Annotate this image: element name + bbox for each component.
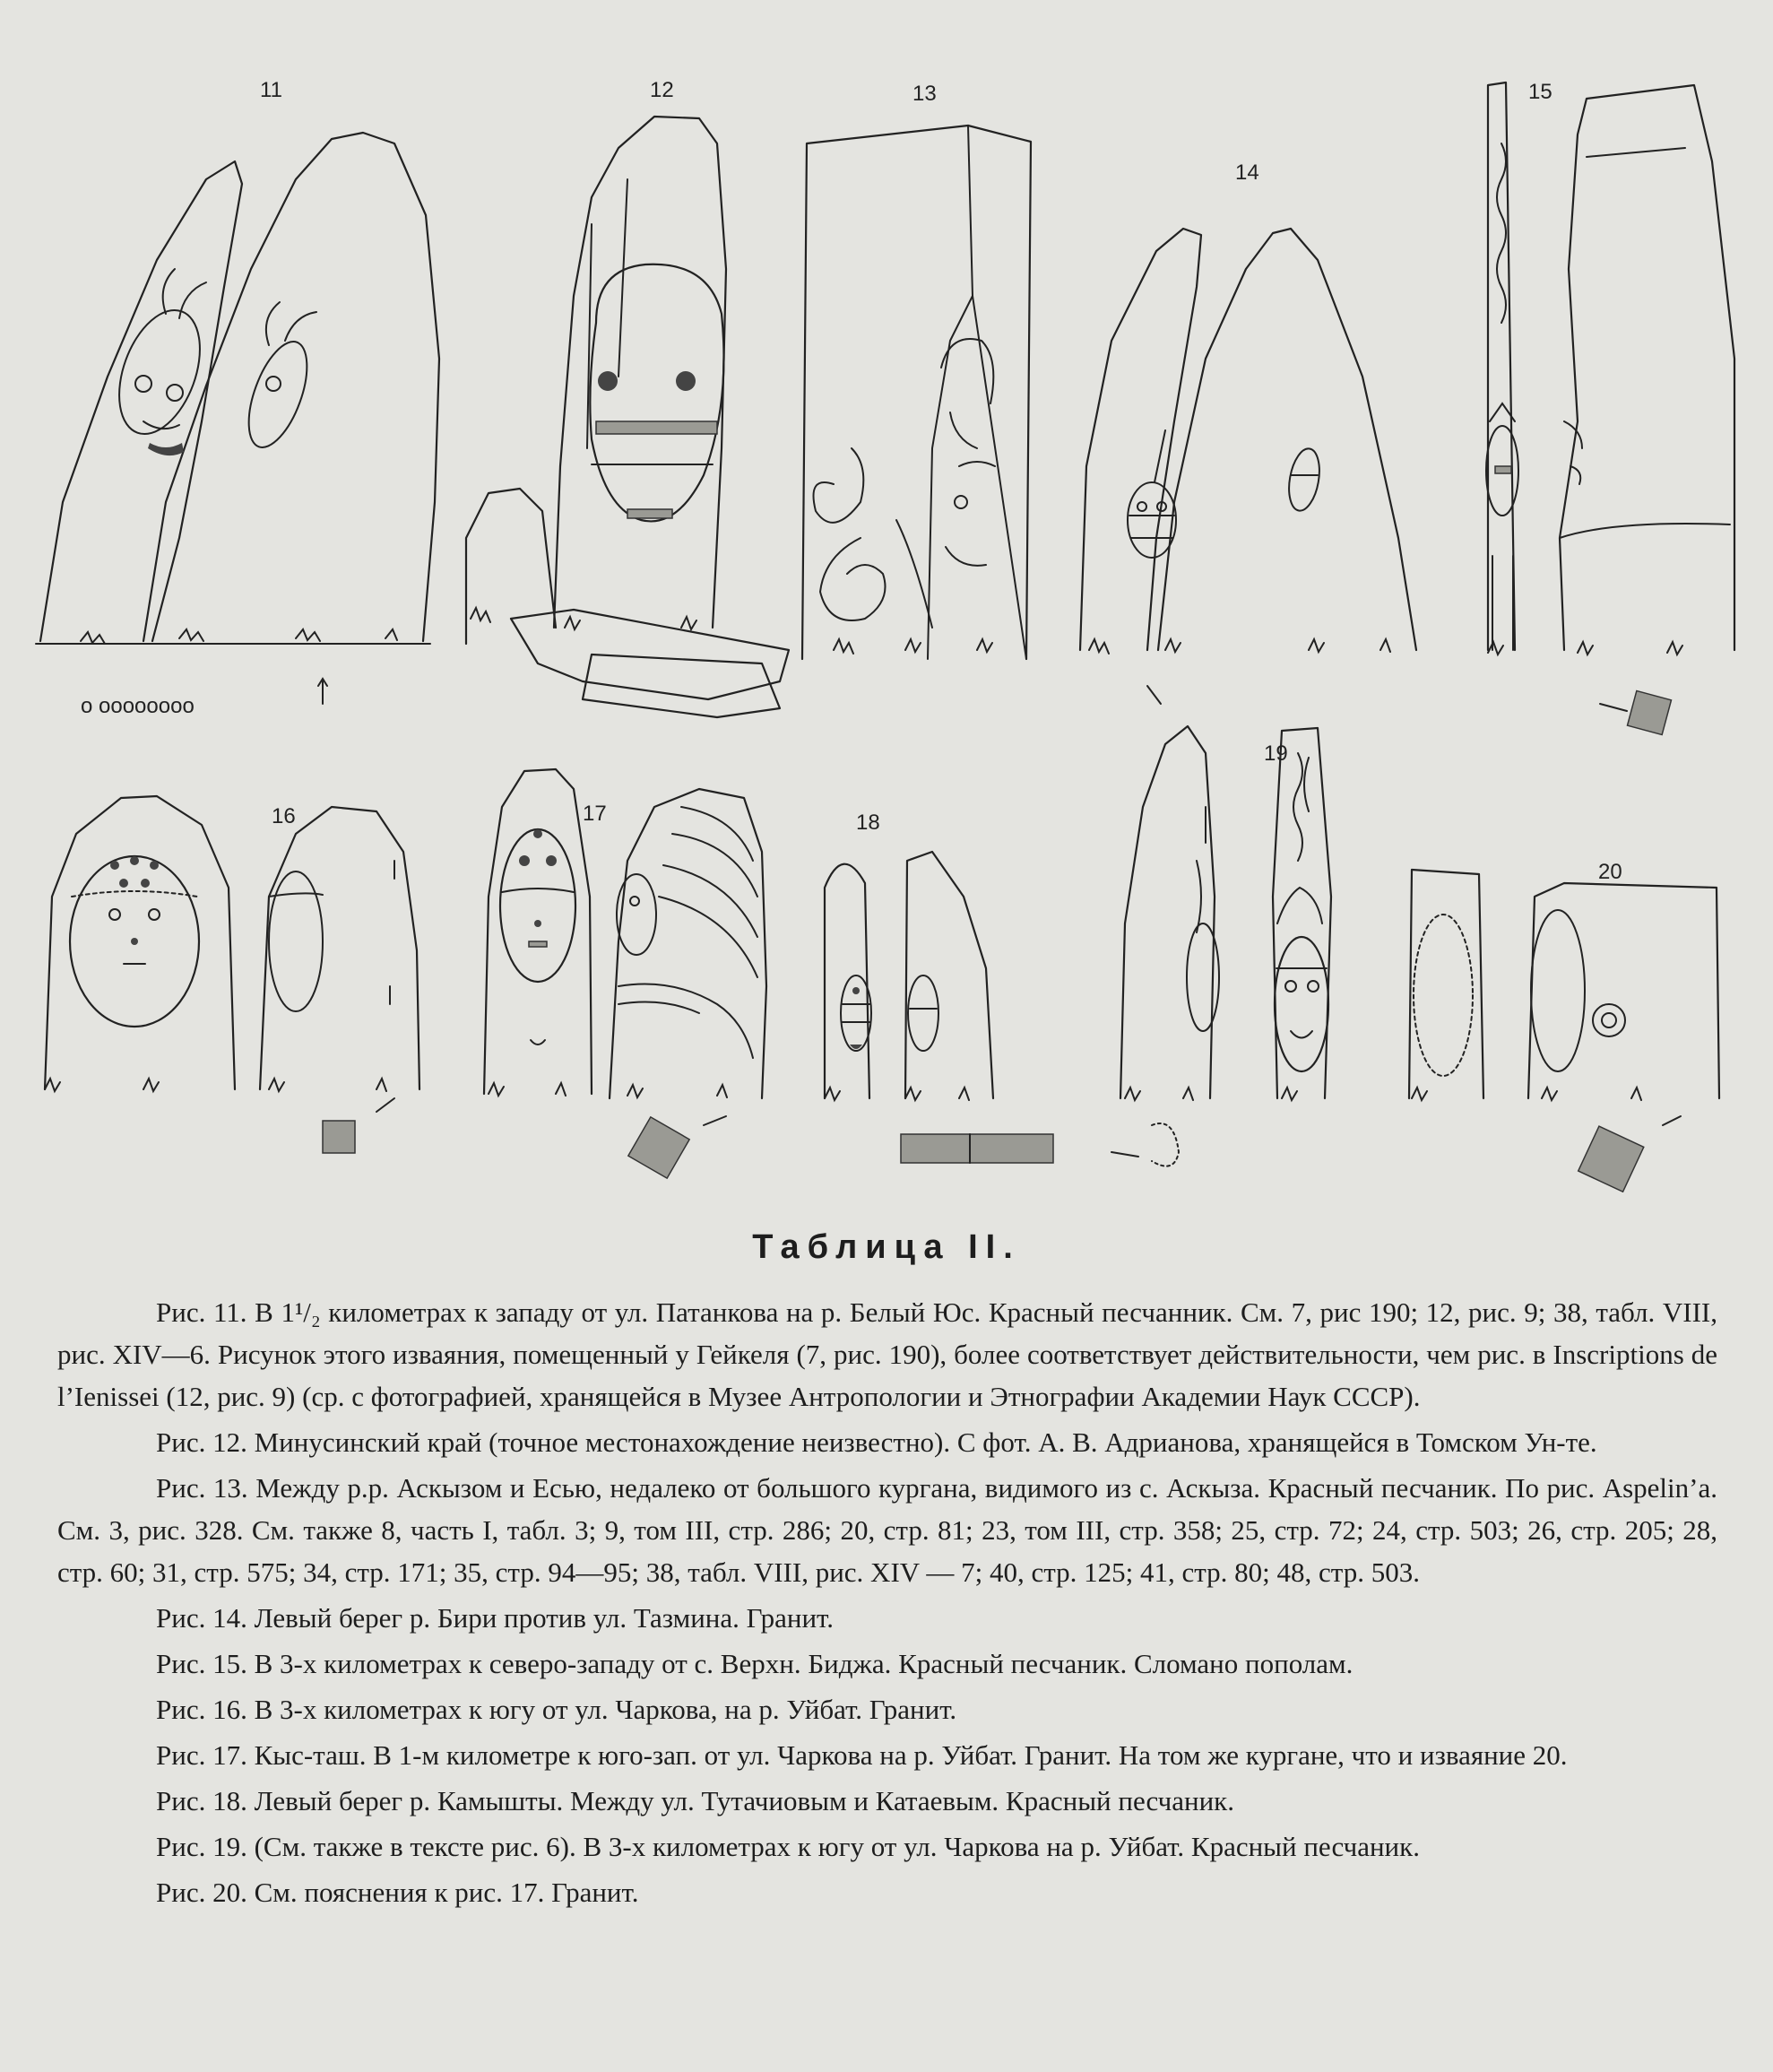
figure-19-drawing: [1111, 726, 1331, 1166]
figure-17-drawing: [484, 769, 766, 1178]
figure-number-11: 11: [260, 78, 282, 102]
figure-number-18: 18: [856, 811, 880, 835]
figure-number-19: 19: [1264, 741, 1288, 766]
figure-number-16: 16: [272, 804, 296, 828]
figure-number-13: 13: [912, 82, 937, 106]
figure-number-17: 17: [583, 802, 607, 826]
caption-fig-17: Рис. 17. Кыс-таш. В 1-м километре к юго-зап. от ул. Чаркова на р. Уйбат. Гранит. На том же кургане, что и изваяние 20.: [156, 1739, 1568, 1771]
caption-list: [57, 1291, 1717, 1917]
caption-fig-19: Рис. 19. (См. также в тексте рис. 6). В 3-х километрах к югу от ул. Чаркова на р. Уйбат. Красный песчаник.: [156, 1831, 1420, 1862]
figure-12-drawing: [466, 78, 789, 717]
caption-fig-16: Рис. 16. В 3-х километрах к югу от ул. Чаркова, на р. Уйбат. Гранит.: [156, 1694, 957, 1725]
figure-number-14: 14: [1235, 160, 1259, 185]
figure-18-drawing: [825, 811, 1053, 1163]
figure-20-drawing: [1409, 860, 1719, 1192]
caption-fig-20: Рис. 20. См. пояснения к рис. 17. Гранит.: [156, 1877, 639, 1908]
caption-fig-11: Рис. 11. В 1¹/₂ километрах к западу от ул. Патанкова на р. Белый Юс. Красный песчанник. См. 7, рис 190; 12, рис. 9; 38, табл. VIII, рис. XIV—6. Рисунок этого изваяния, помещенный у Гейкеля (7, рис. 190), более соответствует действительности, чем рис. в Inscriptions de l’Ienissei (12, рис. 9) (ср. с фотографией, хранящейся в Музее Антропологии и Этнографии Академии Наук СССР).: [57, 1296, 1717, 1412]
figure-11-drawing: [36, 78, 439, 718]
figure-number-12: 12: [650, 78, 674, 102]
caption-fig-18: Рис. 18. Левый берег р. Камышты. Между ул. Тутачиовым и Катаевым. Красный песчаник.: [156, 1785, 1234, 1816]
caption-fig-12: Рис. 12. Минусинский край (точное местонахождение неизвестно). С фот. А. В. Адрианова, хранящейся в Томском Ун-те.: [156, 1426, 1597, 1458]
caption-fig-14: Рис. 14. Левый берег р. Бири против ул. Тазмина. Гранит.: [156, 1602, 835, 1634]
caption-fig-13: Рис. 13. Между р.р. Аскызом и Есью, недалеко от большого кургана, видимого из с. Аскыза. Красный песчаник. По рис. Aspelin’a. См. 3, рис. 328. См. также 8, часть I, табл. 3; 9, том III, стр. 286; 20, стр. 81; 23, том III, стр. 358; 25, стр. 72; 24, стр. 503; 26, стр. 205; 28, стр. 60; 31, стр. 575; 34, стр. 171; 35, стр. 94—95; 38, табл. VIII, рис. XIV — 7; 40, стр. 125; 41, стр. 80; 48, стр. 503.: [57, 1472, 1717, 1588]
figure-13-drawing: [802, 82, 1031, 659]
svg-text:o oooooooo: o oooooooo: [81, 694, 195, 718]
figure-number-20: 20: [1598, 860, 1622, 884]
table-title: Таблица II.: [752, 1228, 1021, 1266]
figure-14-drawing: [1080, 160, 1416, 704]
figure-15-drawing: [1486, 80, 1734, 734]
caption-fig-15: Рис. 15. В 3-х километрах к северо-западу от с. Верхн. Биджа. Красный песчаник. Сломано пополам.: [156, 1648, 1354, 1679]
figure-number-15: 15: [1528, 80, 1552, 104]
figure-16-drawing: [45, 796, 419, 1153]
